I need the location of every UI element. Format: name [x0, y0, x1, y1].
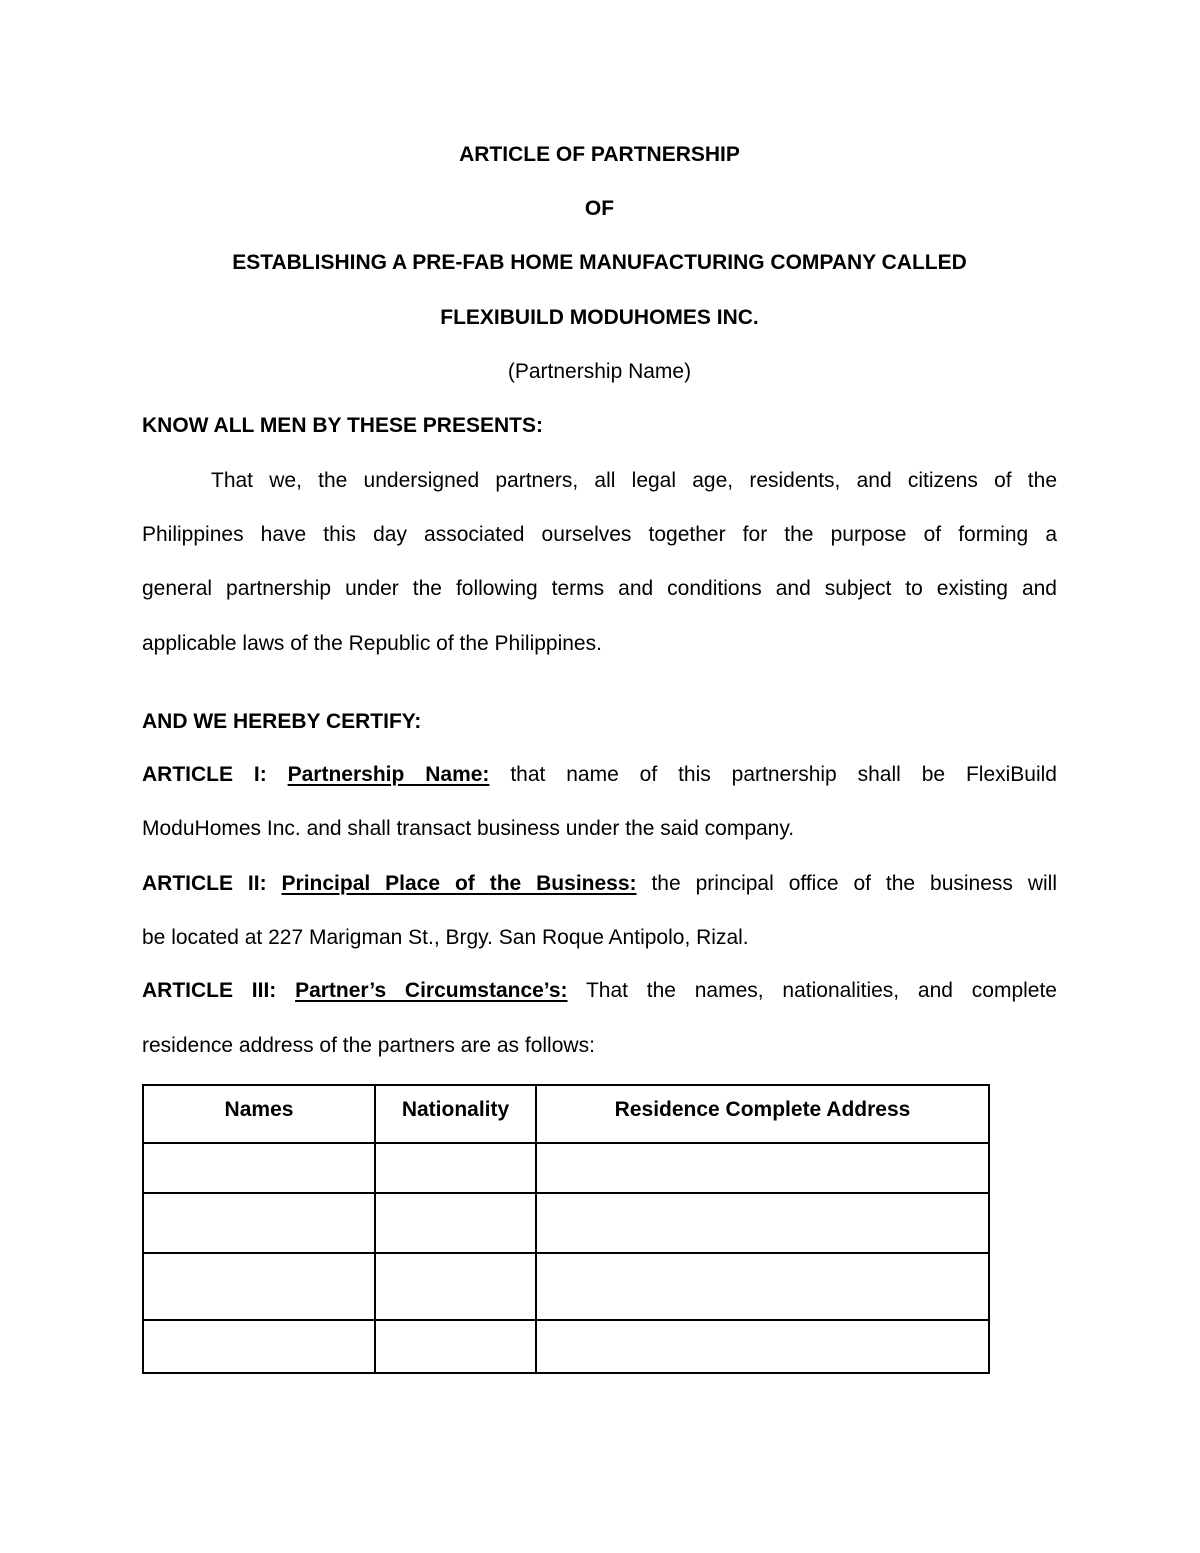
table-cell-name — [143, 1253, 375, 1320]
table-row — [143, 1143, 989, 1193]
table-row — [143, 1193, 989, 1253]
table-cell-address — [536, 1253, 989, 1320]
table-cell-address — [536, 1193, 989, 1253]
article-1-label: ARTICLE I: — [142, 763, 267, 786]
table-cell-address — [536, 1320, 989, 1373]
article-3-continuation: residence address of the partners are as follows: — [142, 1034, 595, 1057]
article-2 — [142, 872, 1057, 896]
document-subtitle: ESTABLISHING A PRE-FAB HOME MANUFACTURING COMPANY CALLED — [232, 251, 967, 274]
certify-heading: AND WE HEREBY CERTIFY: — [142, 710, 422, 733]
article-2-label: ARTICLE II: — [142, 872, 267, 895]
article-1 — [142, 763, 1057, 787]
article-1-text: that name of this partnership shall be FlexiBuild — [510, 763, 1057, 786]
column-header-address: Residence Complete Address — [536, 1085, 989, 1143]
column-header-names: Names — [143, 1085, 375, 1143]
table-cell-address — [536, 1143, 989, 1193]
table-cell-name — [143, 1143, 375, 1193]
table-cell-nationality — [375, 1320, 536, 1373]
table-cell-name — [143, 1320, 375, 1373]
table-row — [143, 1320, 989, 1373]
article-3-text: That the names, nationalities, and complete — [585, 979, 1057, 1002]
table-cell-nationality — [375, 1193, 536, 1253]
table-cell-nationality — [375, 1143, 536, 1193]
preamble-line: applicable laws of the Republic of the Philippines. — [142, 632, 602, 655]
preamble-line: Philippines have this day associated ourselves together for the purpose of forming a — [142, 523, 1057, 546]
table-row — [143, 1253, 989, 1320]
table-cell-name — [143, 1193, 375, 1253]
column-header-nationality: Nationality — [375, 1085, 536, 1143]
article-3-label: ARTICLE III: — [142, 979, 277, 1002]
article-1-continuation: ModuHomes Inc. and shall transact business under the said company. — [142, 817, 795, 840]
partners-table — [142, 1084, 990, 1374]
article-2-continuation: be located at 227 Marigman St., Brgy. San Roque Antipolo, Rizal. — [142, 926, 749, 949]
document-title-of: OF — [584, 197, 615, 220]
article-2-heading: Principal Place of the Business: — [281, 872, 637, 895]
document-page — [142, 0, 1057, 1553]
preamble-line: general partnership under the following terms and conditions and subject to existing and — [142, 577, 1057, 600]
table-header-row — [143, 1085, 989, 1143]
article-3 — [142, 979, 1057, 1003]
preamble-heading: KNOW ALL MEN BY THESE PRESENTS: — [142, 414, 543, 437]
company-name: FLEXIBUILD MODUHOMES INC. — [440, 306, 759, 329]
document-title: ARTICLE OF PARTNERSHIP — [459, 143, 740, 166]
table-cell-nationality — [375, 1253, 536, 1320]
preamble-line: That we, the undersigned partners, all legal age, residents, and citizens of the — [211, 469, 1057, 492]
article-1-heading: Partnership Name: — [287, 763, 490, 786]
article-2-text: the principal office of the business will — [651, 872, 1057, 895]
partnership-name-caption: (Partnership Name) — [507, 360, 692, 383]
article-3-heading: Partner’s Circumstance’s: — [295, 979, 568, 1002]
